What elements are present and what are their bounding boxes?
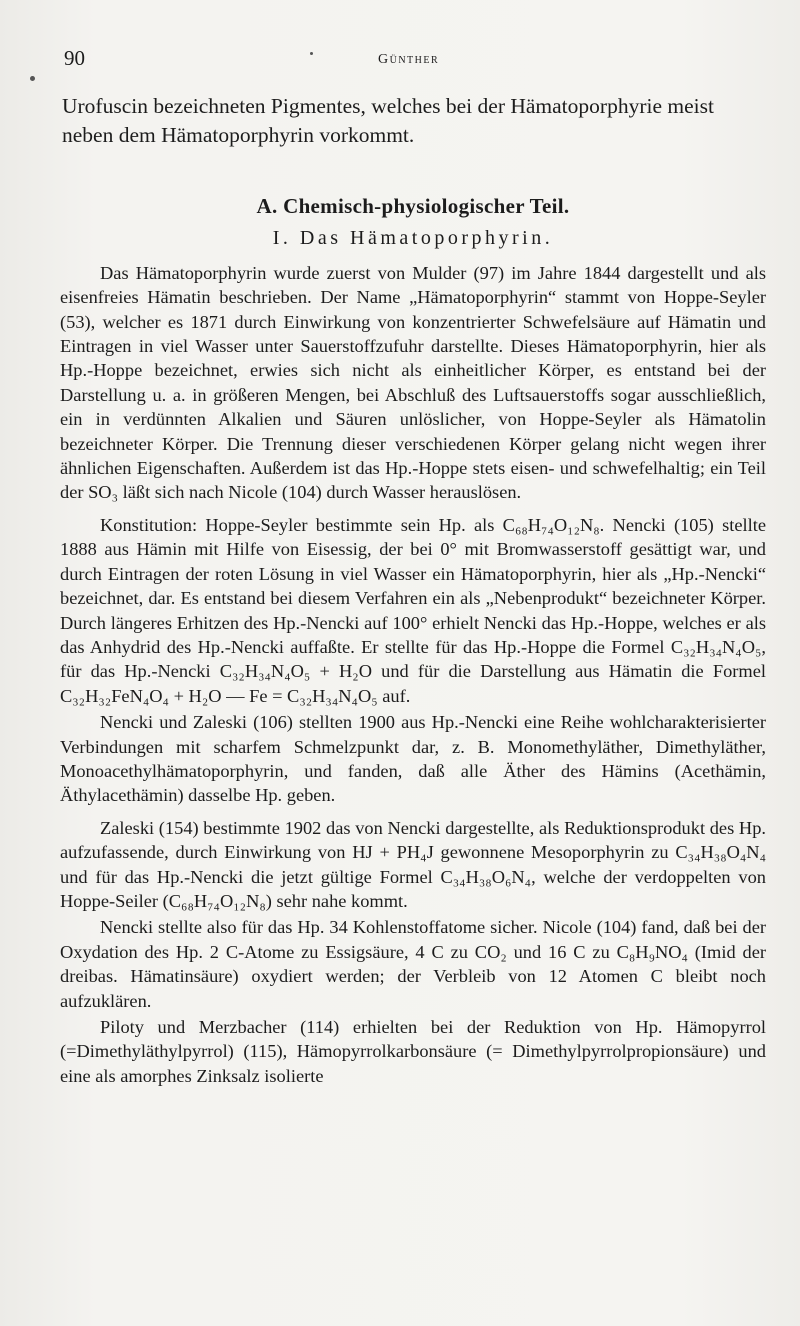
running-head: Günther	[378, 52, 440, 67]
print-speck	[30, 76, 35, 81]
paragraph: Das Hämatoporphyrin wurde zuerst von Mulder (97) im Jahre 1844 dargestellt und als eisenfreies Hämatin beschrieben. Der Name „Hämatoporphyrin“ stammt von Hoppe-Seyler (53), welcher es 1871 durch Einwirkung von konzentrierter Schwefelsäure auf Hämatin und Eintragen in viel Wasser unter Sauerstoffzufuhr darstellte. Dieses Hämatoporphyrin, hier als Hp.-Hoppe bezeichnet, erwies sich nicht als einheitlicher Körper, es entstand bei der Darstellung u. a. in größeren Mengen, bei Abschluß des Luftsauerstoffs sogar ausschließlich, ein in verdünnten Alkalien und Säuren unlöslicher, von Hoppe-Seyler als Hämatolin bezeichneter Körper. Die Trennung dieser verschiedenen Körper gelang nicht wegen ihrer ähnlichen Eigenschaften. Außerdem ist das Hp.-Hoppe stets eisen- und schwefelhaltig; ein Teil der SO₃ läßt sich nach Nicole (104) durch Wasser herauslösen.	[60, 262, 766, 503]
intro-paragraph: Urofuscin bezeichneten Pigmentes, welches bei der Hämatoporphyrie meist neben dem Hämatoporphyrin vorkommt.	[62, 94, 714, 147]
paragraph: Zaleski (154) bestimmte 1902 das von Nencki dargestellte, als Reduktionsprodukt des Hp. aufzufassende, durch Einwirkung von HJ + PH₄J gewonnene Mesoporphyrin zu C₃₄H₃₈O₄N₄ und für das Hp.-Nencki die jetzt gültige Formel C₃₄H₃₈O₆N₄, welche der verdoppelten von Hoppe-Seiler (C₆₈H₇₄O₁₂N₈) sehr nahe kommt.	[60, 817, 766, 911]
section-heading: A. Chemisch-physiologischer Teil.	[256, 194, 570, 218]
page-header	[64, 44, 760, 74]
paragraph: Konstitution: Hoppe-Seyler bestimmte sein Hp. als C₆₈H₇₄O₁₂N₈. Nencki (105) stellte 1888 aus Hämin mit Hilfe von Eisessig, der bei 0° mit Bromwasserstoff gesättigt war, und durch Eintragen der roten Lösung in viel Wasser ein Hämatoporphyrin, hier als „Hp.-Nencki“ bezeichnet, dar. Es entstand bei diesem Verfahren ein als „Nebenprodukt“ bezeichneter Körper. Durch längeres Erhitzen des Hp.-Nencki auf 100° erhielt Nencki das Hp.-Hoppe, welches er als das Anhydrid des Hp.-Nencki auffaßte. Er stellte für das Hp.-Hoppe die Formel C₃₂H₃₄N₄O₅, für das Hp.-Nencki C₃₂H₃₄N₄O₅ + H₂O und für die Darstellung aus Hämatin die Formel C₃₂H₃₂FeN₄O₄ + H₂O — Fe = C₃₂H₃₄N₄O₅ auf.	[60, 514, 766, 706]
page-number: 90	[64, 46, 85, 70]
subsection-heading: I. Das Hämatoporphyrin.	[272, 227, 554, 250]
paragraph: Nencki und Zaleski (106) stellten 1900 aus Hp.-Nencki eine Reihe wohlcharakterisierter Verbindungen mit scharfem Schmelzpunkt dar, z. B. Monomethyläther, Dimethyläther, Monoacethylhämatoporphyrin, und fanden, daß alle Äther des Hämins (Acethämin, Äthylacethämin) dasselbe Hp. geben.	[60, 712, 766, 806]
print-speck	[310, 52, 313, 55]
paragraph: Piloty und Merzbacher (114) erhielten bei der Reduktion von Hp. Hämopyrrol (=Dimethyläthylpyrrol) (115), Hämopyrrolkarbonsäure (= Dimethylpyrrolpropionsäure) und eine als amorphes Zinksalz isolierte	[60, 1017, 766, 1086]
page-body	[60, 92, 766, 1088]
paragraph: Nencki stellte also für das Hp. 34 Kohlenstoffatome sicher. Nicole (104) fand, daß bei der Oxydation des Hp. 2 C-Atome zu Essigsäure, 4 C zu CO₂ und 16 C zu C₈H₉NO₄ (Imid der dreibas. Hämatinsäure) oxydiert werden; der Verbleib von 12 Atomen C bleibt noch aufzuklären.	[60, 917, 766, 1011]
